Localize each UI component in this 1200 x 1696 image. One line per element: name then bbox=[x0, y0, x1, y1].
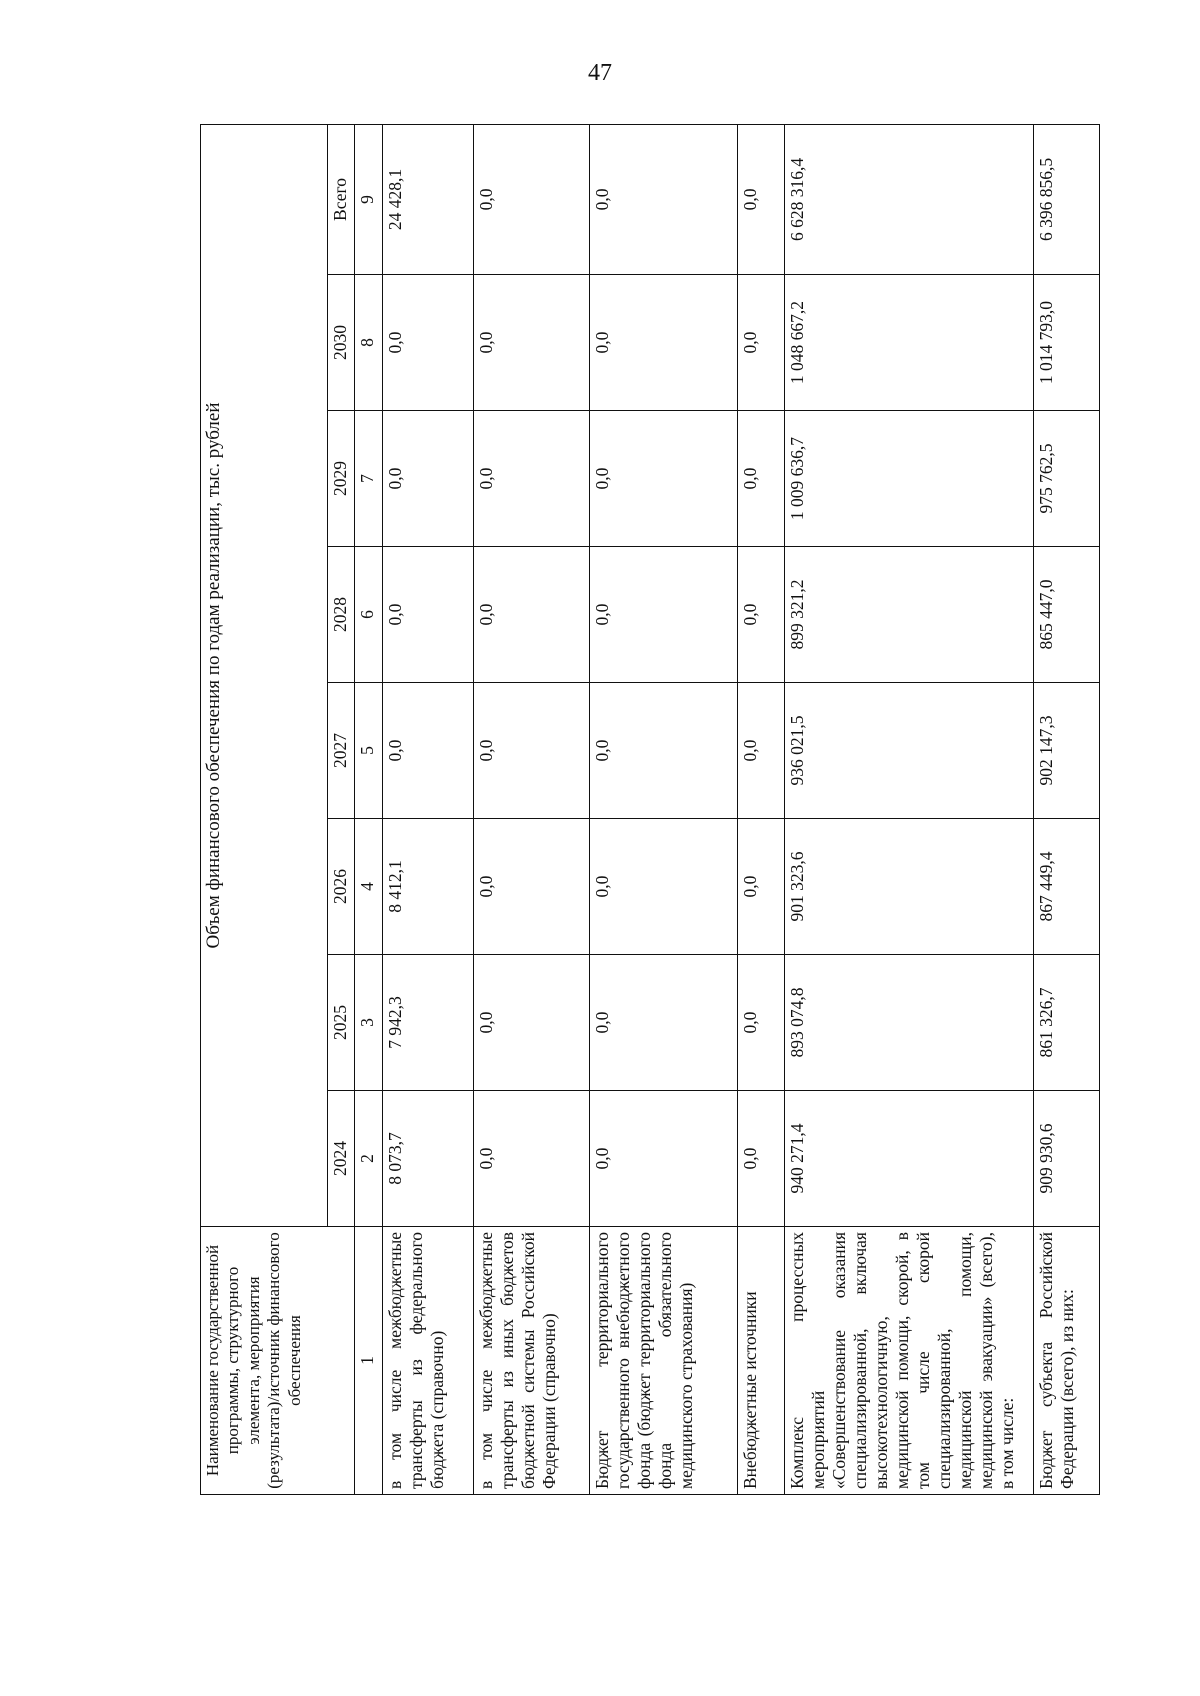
volume-header: Объем финансового обеспечения по годам реализации, тыс. рублей bbox=[201, 124, 328, 1226]
value-cell: 0,0 bbox=[590, 411, 738, 547]
value-cell: 1 014 793,0 bbox=[1034, 275, 1100, 411]
year-header: 2028 bbox=[327, 547, 354, 683]
value-cell: 0,0 bbox=[382, 275, 473, 411]
value-cell: 899 321,2 bbox=[784, 547, 1034, 683]
column-number: 7 bbox=[355, 411, 382, 547]
value-cell: 0,0 bbox=[382, 411, 473, 547]
table-row bbox=[738, 124, 785, 1494]
total-cell: 6 396 856,5 bbox=[1034, 124, 1100, 274]
header-row bbox=[201, 124, 328, 1494]
value-cell: 0,0 bbox=[738, 411, 785, 547]
row-name: Бюджет субъекта Российской Федерации (всего), из них: bbox=[1034, 1227, 1100, 1495]
value-cell: 975 762,5 bbox=[1034, 411, 1100, 547]
year-header: 2026 bbox=[327, 819, 354, 955]
value-cell: 0,0 bbox=[473, 819, 589, 955]
column-number: 2 bbox=[355, 1091, 382, 1227]
value-cell: 940 271,4 bbox=[784, 1091, 1034, 1227]
value-cell: 0,0 bbox=[473, 547, 589, 683]
total-cell: 0,0 bbox=[473, 124, 589, 274]
column-number: 5 bbox=[355, 683, 382, 819]
year-header: 2027 bbox=[327, 683, 354, 819]
table-row bbox=[590, 124, 738, 1494]
value-cell: 7 942,3 bbox=[382, 955, 473, 1091]
rotated-table-container bbox=[200, 125, 1100, 1495]
value-cell: 0,0 bbox=[382, 547, 473, 683]
value-cell: 902 147,3 bbox=[1034, 683, 1100, 819]
value-cell: 0,0 bbox=[473, 955, 589, 1091]
column-number: 3 bbox=[355, 955, 382, 1091]
value-cell: 1 009 636,7 bbox=[784, 411, 1034, 547]
row-name: в том числе межбюджетные трансферты из федерального бюджета (справочно) bbox=[382, 1227, 473, 1495]
value-cell: 865 447,0 bbox=[1034, 547, 1100, 683]
value-cell: 0,0 bbox=[473, 411, 589, 547]
financing-table bbox=[200, 124, 1100, 1495]
total-header: Всего bbox=[327, 124, 354, 274]
table-row bbox=[382, 124, 473, 1494]
value-cell: 0,0 bbox=[738, 955, 785, 1091]
value-cell: 0,0 bbox=[738, 275, 785, 411]
value-cell: 909 930,6 bbox=[1034, 1091, 1100, 1227]
row-name: в том числе межбюджетные трансферты из иных бюджетов бюджетной системы Российской Федерации (справочно) bbox=[473, 1227, 589, 1495]
page-number: 47 bbox=[588, 60, 612, 86]
column-number: 8 bbox=[355, 275, 382, 411]
value-cell: 8 412,1 bbox=[382, 819, 473, 955]
column-number-row bbox=[355, 124, 382, 1494]
value-cell: 0,0 bbox=[738, 683, 785, 819]
value-cell: 8 073,7 bbox=[382, 1091, 473, 1227]
value-cell: 0,0 bbox=[738, 819, 785, 955]
column-number: 9 bbox=[355, 124, 382, 274]
value-cell: 0,0 bbox=[473, 683, 589, 819]
year-header: 2025 bbox=[327, 955, 354, 1091]
table-row bbox=[784, 124, 1034, 1494]
row-name: Бюджет территориального государственного внебюджетного фонда (бюджет территориального фонда обязательного медицинского страхования) bbox=[590, 1227, 738, 1495]
value-cell: 861 326,7 bbox=[1034, 955, 1100, 1091]
value-cell: 0,0 bbox=[473, 1091, 589, 1227]
value-cell: 0,0 bbox=[473, 275, 589, 411]
value-cell: 901 323,6 bbox=[784, 819, 1034, 955]
value-cell: 0,0 bbox=[590, 683, 738, 819]
value-cell: 936 021,5 bbox=[784, 683, 1034, 819]
year-header: 2030 bbox=[327, 275, 354, 411]
value-cell: 0,0 bbox=[590, 547, 738, 683]
name-column-header: Наименование государственной программы, структурного элемента, мероприятия (результата)/источник финансового обеспечения bbox=[201, 1227, 355, 1495]
table-row bbox=[473, 124, 589, 1494]
total-cell: 0,0 bbox=[590, 124, 738, 274]
value-cell: 0,0 bbox=[590, 819, 738, 955]
value-cell: 0,0 bbox=[590, 1091, 738, 1227]
total-cell: 24 428,1 bbox=[382, 124, 473, 274]
column-number: 6 bbox=[355, 547, 382, 683]
table-row bbox=[1034, 124, 1100, 1494]
value-cell: 0,0 bbox=[590, 955, 738, 1091]
value-cell: 867 449,4 bbox=[1034, 819, 1100, 955]
year-header: 2029 bbox=[327, 411, 354, 547]
value-cell: 0,0 bbox=[590, 275, 738, 411]
row-name: Комплекс процессных мероприятий «Совершенствование оказания специализированной, включая высокотехнологичную, медицинской помощи, скорой, в том числе скорой специализированной, медицинской помощи, медицинской эвакуации» (всего), в том числе: bbox=[784, 1227, 1034, 1495]
value-cell: 0,0 bbox=[738, 1091, 785, 1227]
column-number: 1 bbox=[355, 1227, 382, 1495]
total-cell: 6 628 316,4 bbox=[784, 124, 1034, 274]
value-cell: 893 074,8 bbox=[784, 955, 1034, 1091]
column-number: 4 bbox=[355, 819, 382, 955]
total-cell: 0,0 bbox=[738, 124, 785, 274]
value-cell: 0,0 bbox=[738, 547, 785, 683]
value-cell: 1 048 667,2 bbox=[784, 275, 1034, 411]
row-name: Внебюджетные источники bbox=[738, 1227, 785, 1495]
year-header: 2024 bbox=[327, 1091, 354, 1227]
value-cell: 0,0 bbox=[382, 683, 473, 819]
